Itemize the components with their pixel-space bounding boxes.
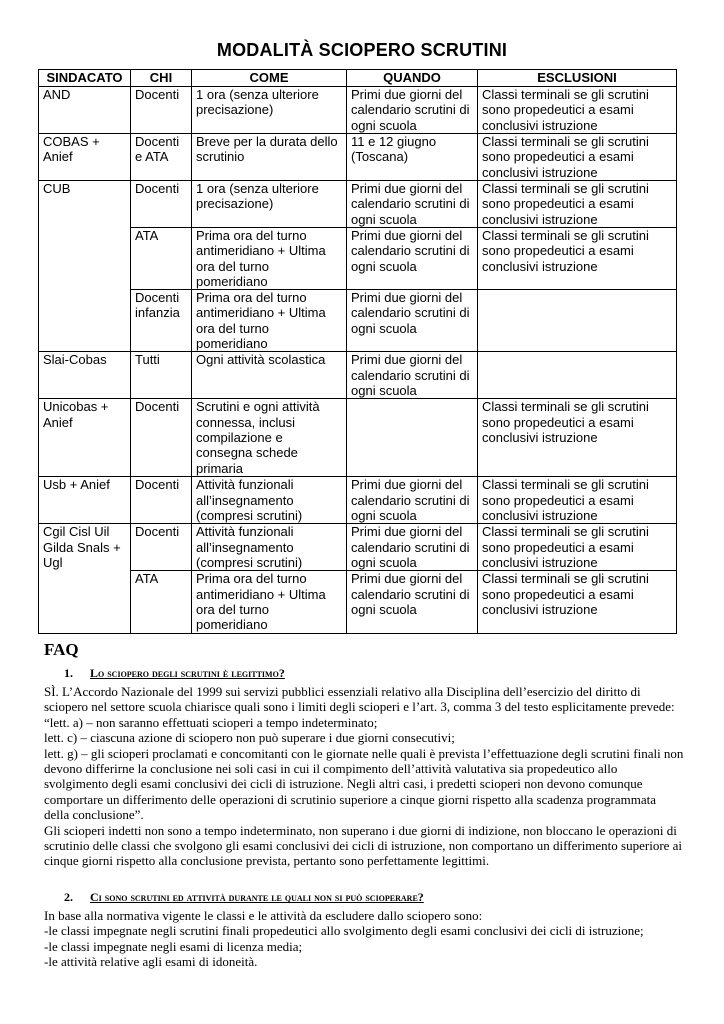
cell-sindacato: CUB (39, 181, 131, 352)
cell-quando: Primi due giorni del calendario scrutini di ogni scuola (347, 228, 478, 290)
cell-come: 1 ora (senza ulteriore precisazione) (192, 181, 347, 228)
answer-paragraph: Gli scioperi indetti non sono a tempo indeterminato, non superano i due giorni di indizione, non bloccano le operazioni di scrutinio delle classi che svolgono gli esami conclusivi dei cicli di istruzione, non comportano un differimento superiore ai cinque giorni rispetto alla conclusione prevista, pertanto sono perfettamente legittimi. (44, 822, 683, 869)
cell-come: Scrutini e ogni attività connessa, inclusi compilazione e consegna schede primaria (192, 399, 347, 477)
cell-chi: ATA (131, 571, 192, 633)
table-row (39, 352, 677, 399)
table-header-row (39, 70, 677, 87)
faq-answer-1 (44, 684, 684, 869)
question-title: Ci sono scrutini ed attività durante le quali non si può scioperare? (90, 890, 424, 904)
cell-quando: Primi due giorni del calendario scrutini di ogni scuola (347, 181, 478, 228)
table-row (39, 290, 677, 352)
cell-quando (347, 399, 478, 477)
cell-quando: Primi due giorni del calendario scrutini di ogni scuola (347, 571, 478, 633)
cell-esclusioni: Classi terminali se gli scrutini sono propedeutici a esami conclusivi istruzione (478, 134, 677, 181)
cell-chi: Docenti (131, 87, 192, 134)
cell-sindacato: AND (39, 87, 131, 134)
table-row (39, 87, 677, 134)
cell-chi: Docenti (131, 181, 192, 228)
cell-come: 1 ora (senza ulteriore precisazione) (192, 87, 347, 134)
cell-chi: Docenti e ATA (131, 134, 192, 181)
cell-chi: Docenti (131, 477, 192, 524)
question-number: 2. (64, 890, 73, 904)
answer-paragraph: -le attività relative agli esami di idoneità. (44, 954, 258, 970)
cell-quando: 11 e 12 giugno (Toscana) (347, 134, 478, 181)
header-esclusioni: ESCLUSIONI (478, 70, 677, 87)
cell-esclusioni: Classi terminali se gli scrutini sono propedeutici a esami conclusivi istruzione (478, 477, 677, 524)
cell-chi: Tutti (131, 352, 192, 399)
table-row (39, 228, 677, 290)
header-come: COME (192, 70, 347, 87)
faq-question-1 (64, 666, 285, 681)
faq-heading: FAQ (44, 640, 79, 659)
faq-answer-2 (44, 908, 684, 970)
answer-paragraph: In base alla normativa vigente le classi e le attività da escludere dallo sciopero sono: (44, 908, 483, 923)
cell-chi: ATA (131, 228, 192, 290)
cell-come: Prima ora del turno antimeridiano + Ultima ora del turno pomeridiano (192, 571, 347, 633)
answer-paragraph: lett. c) – ciascuna azione di sciopero non può superare i due giorni consecutivi; (44, 730, 455, 746)
cell-quando: Primi due giorni del calendario scrutini di ogni scuola (347, 290, 478, 352)
question-number: 1. (64, 666, 73, 680)
table-row (39, 134, 677, 181)
document-title: MODALITÀ SCIOPERO SCRUTINI (216, 40, 508, 60)
cell-come: Attività funzionali all’insegnamento (compresi scrutini) (192, 477, 347, 524)
table-row (39, 181, 677, 228)
answer-paragraph: “lett. a) – non saranno effettuati scioperi a tempo indeterminato; (44, 714, 378, 730)
faq-question-2 (64, 890, 424, 905)
cell-sindacato: COBAS + Anief (39, 134, 131, 181)
cell-sindacato: Usb + Anief (39, 477, 131, 524)
header-sindacato: SINDACATO (39, 70, 131, 87)
cell-come: Prima ora del turno antimeridiano + Ultima ora del turno pomeridiano (192, 290, 347, 352)
cell-quando: Primi due giorni del calendario scrutini di ogni scuola (347, 477, 478, 524)
cell-come: Attività funzionali all’insegnamento (compresi scrutini) (192, 524, 347, 571)
table-row (39, 399, 677, 477)
table-row (39, 571, 677, 633)
cell-esclusioni: Classi terminali se gli scrutini sono propedeutici a esami conclusivi istruzione (478, 181, 677, 228)
header-quando: QUANDO (347, 70, 478, 87)
cell-esclusioni: Classi terminali se gli scrutini sono propedeutici a esami conclusivi istruzione (478, 571, 677, 633)
cell-sindacato: Unicobas + Anief (39, 399, 131, 477)
cell-sindacato: Slai-Cobas (39, 352, 131, 399)
cell-chi: Docenti (131, 399, 192, 477)
answer-paragraph: SÌ. L’Accordo Nazionale del 1999 sui servizi pubblici essenziali relativo alla Disciplina dell’esercizio del diritto di sciopero nel settore scuola chiarisce quali sono i limiti degli scioperi e l’art. 3, comma 3 del testo esplicitamente prevede: (44, 684, 675, 715)
cell-chi: Docenti infanzia (131, 290, 192, 352)
question-title: Lo sciopero degli scrutini è legittimo? (90, 666, 285, 680)
cell-esclusioni: Classi terminali se gli scrutini sono propedeutici a esami conclusivi istruzione (478, 524, 677, 571)
cell-esclusioni: Classi terminali se gli scrutini sono propedeutici a esami conclusivi istruzione (478, 399, 677, 477)
cell-quando: Primi due giorni del calendario scrutini di ogni scuola (347, 524, 478, 571)
cell-esclusioni: Classi terminali se gli scrutini sono propedeutici a esami conclusivi istruzione (478, 228, 677, 290)
cell-come: Ogni attività scolastica (192, 352, 347, 399)
cell-quando: Primi due giorni del calendario scrutini di ogni scuola (347, 87, 478, 134)
cell-sindacato: Cgil Cisl Uil Gilda Snals + Ugl (39, 524, 131, 633)
table-row (39, 477, 677, 524)
cell-esclusioni: Classi terminali se gli scrutini sono propedeutici a esami conclusivi istruzione (478, 87, 677, 134)
table-row (39, 524, 677, 571)
strike-table (38, 69, 677, 634)
cell-esclusioni (478, 290, 677, 352)
cell-esclusioni (478, 352, 677, 399)
cell-come: Breve per la durata dello scrutinio (192, 134, 347, 181)
header-chi: CHI (131, 70, 192, 87)
cell-chi: Docenti (131, 524, 192, 571)
cell-quando: Primi due giorni del calendario scrutini di ogni scuola (347, 352, 478, 399)
answer-paragraph: -le classi impegnate negli esami di licenza media; (44, 938, 303, 954)
answer-paragraph: -le classi impegnate negli scrutini finali propedeutici allo svolgimento degli esami conclusivi dei cicli di istruzione; (44, 923, 644, 939)
cell-come: Prima ora del turno antimeridiano + Ultima ora del turno pomeridiano (192, 228, 347, 290)
answer-paragraph: lett. g) – gli scioperi proclamati e concomitanti con le giornate nelle quali è prevista l’effettuazione degli scrutini finali non devono differirne la conclusione nei soli casi in cui il compimento dell’attività valutativa sia propedeutico allo svolgimento degli esami conclusivi dei cicli di istruzione. Negli altri casi, i predetti scioperi non devono comunque comportare un differimento delle operazioni di scrutinio superiore a cinque giorni rispetto alla scadenza programmata della conclusione”. (44, 745, 684, 823)
